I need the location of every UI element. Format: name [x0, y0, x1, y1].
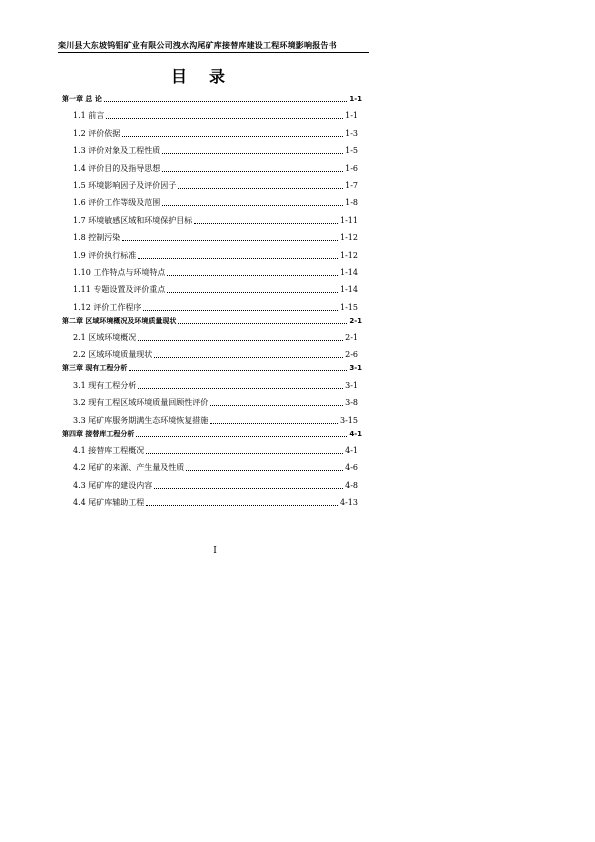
- toc-entry-page: 1-5: [345, 146, 358, 156]
- toc-chapter-entry[interactable]: [62, 360, 362, 373]
- toc-entry-label: 3.2 现有工程区域环境质量回顾性评价: [73, 398, 209, 408]
- toc-section-entry[interactable]: [62, 473, 362, 490]
- header-rule: [58, 52, 369, 53]
- dot-leader: [122, 240, 338, 241]
- toc-entry-page: 4-1: [349, 429, 362, 438]
- toc-entry-label: 3.3 尾矿库服务期满生态环境恢复措施: [73, 415, 209, 425]
- toc-chapter-entry[interactable]: [62, 313, 362, 326]
- dot-leader: [167, 275, 338, 276]
- toc-entry-label: 3.1 现有工程分析: [73, 380, 137, 390]
- toc-entry-label: 第二章 区域环境概况及环境质量现状: [62, 316, 177, 325]
- toc-entry-label: 2.1 区域环境概况: [73, 333, 137, 343]
- toc-entry-label: 1.9 评价执行标准: [73, 250, 137, 260]
- dot-leader: [146, 505, 338, 506]
- toc-section-entry[interactable]: [62, 278, 362, 295]
- toc-section-entry[interactable]: [62, 326, 362, 343]
- toc-entry-page: 1-12: [340, 233, 358, 243]
- dot-leader: [210, 405, 343, 406]
- toc-entry-label: 第三章 现有工程分析: [62, 364, 128, 373]
- toc-section-entry[interactable]: [62, 391, 362, 408]
- dot-leader: [162, 153, 343, 154]
- toc-entry-label: 4.3 尾矿库的建设内容: [73, 480, 153, 490]
- toc-section-entry[interactable]: [62, 408, 362, 425]
- toc-entry-page: 1-14: [340, 267, 358, 277]
- toc-section-entry[interactable]: [62, 104, 362, 121]
- toc-section-entry[interactable]: [62, 373, 362, 390]
- toc-entry-page: 3-15: [340, 415, 358, 425]
- toc-entry-label: 1.5 环境影响因子及评价因子: [73, 180, 177, 190]
- dot-leader: [162, 171, 343, 172]
- toc-entry-page: 3-8: [345, 398, 358, 408]
- toc-section-entry[interactable]: [62, 261, 362, 278]
- toc-entry-page: 3-1: [345, 380, 358, 390]
- toc-entry-label: 1.2 评价依据: [73, 128, 121, 138]
- toc-entry-page: 2-1: [349, 316, 362, 325]
- toc-entry-page: 4-1: [345, 446, 358, 456]
- toc-entry-label: 1.10 工作特点与环境特点: [73, 267, 166, 277]
- dot-leader: [186, 470, 343, 471]
- dot-leader: [154, 488, 343, 489]
- dot-leader: [162, 205, 343, 206]
- dot-leader: [178, 323, 347, 324]
- dot-leader: [122, 136, 343, 137]
- toc-entry-page: 1-11: [340, 215, 358, 225]
- toc-entry-page: 2-1: [345, 333, 358, 343]
- toc-entry-page: 1-3: [345, 128, 358, 138]
- table-of-contents: [62, 91, 362, 508]
- toc-entry-label: 4.4 尾矿库辅助工程: [73, 498, 145, 508]
- toc-entry-page: 1-12: [340, 250, 358, 260]
- toc-entry-label: 1.1 前言: [73, 111, 105, 121]
- toc-entry-page: 4-13: [340, 498, 358, 508]
- toc-section-entry[interactable]: [62, 491, 362, 508]
- toc-section-entry[interactable]: [62, 243, 362, 260]
- dot-leader: [194, 223, 338, 224]
- toc-section-entry[interactable]: [62, 456, 362, 473]
- toc-chapter-entry[interactable]: [62, 91, 362, 104]
- toc-section-entry[interactable]: [62, 121, 362, 138]
- toc-entry-page: 1-1: [349, 95, 362, 103]
- running-header: 栾川县大东坡钨钼矿业有限公司洩水沟尾矿库接替库建设工程环境影响报告书: [58, 41, 337, 50]
- dot-leader: [178, 188, 343, 189]
- dot-leader: [210, 423, 338, 424]
- dot-leader: [146, 453, 343, 454]
- toc-section-entry[interactable]: [62, 191, 362, 208]
- toc-entry-page: 4-6: [345, 463, 358, 473]
- toc-entry-page: 1-8: [345, 198, 358, 208]
- toc-section-entry[interactable]: [62, 439, 362, 456]
- dot-leader: [143, 310, 338, 311]
- toc-entry-label: 1.6 评价工作等级及范围: [73, 198, 161, 208]
- toc-section-entry[interactable]: [62, 226, 362, 243]
- toc-chapter-entry[interactable]: [62, 426, 362, 439]
- toc-entry-page: 2-6: [345, 350, 358, 360]
- dot-leader: [167, 292, 338, 293]
- dot-leader: [138, 388, 343, 389]
- toc-entry-page: 1-7: [345, 180, 358, 190]
- toc-title: 目录: [170, 67, 247, 86]
- toc-entry-label: 1.8 控制污染: [73, 233, 121, 243]
- toc-entry-label: 1.7 环境敏感区域和环境保护目标: [73, 215, 193, 225]
- toc-entry-label: 1.3 评价对象及工程性质: [73, 146, 161, 156]
- toc-entry-page: 4-8: [345, 480, 358, 490]
- toc-section-entry[interactable]: [62, 295, 362, 312]
- toc-entry-page: 1-1: [345, 111, 358, 121]
- toc-entry-page: 1-6: [345, 163, 358, 173]
- toc-section-entry[interactable]: [62, 174, 362, 191]
- dot-leader: [136, 436, 347, 437]
- dot-leader: [106, 118, 343, 119]
- toc-entry-label: 第一章 总 论: [62, 95, 102, 103]
- dot-leader: [104, 101, 347, 102]
- toc-entry-label: 4.2 尾矿的来源、产生量及性质: [73, 463, 185, 473]
- dot-leader: [154, 357, 343, 358]
- toc-entry-label: 1.12 评价工作程序: [73, 302, 142, 312]
- toc-entry-label: 4.1 接替库工程概况: [73, 446, 145, 456]
- toc-entry-label: 2.2 区域环境质量现状: [73, 350, 153, 360]
- dot-leader: [138, 258, 338, 259]
- toc-section-entry[interactable]: [62, 343, 362, 360]
- toc-entry-label: 1.11 专题设置及评价重点: [73, 285, 166, 295]
- toc-section-entry[interactable]: [62, 139, 362, 156]
- dot-leader: [129, 370, 347, 371]
- dot-leader: [138, 340, 343, 341]
- toc-section-entry[interactable]: [62, 208, 362, 225]
- toc-entry-page: 1-14: [340, 285, 358, 295]
- page-number: I: [213, 546, 217, 556]
- toc-section-entry[interactable]: [62, 156, 362, 173]
- toc-entry-page: 3-1: [349, 364, 362, 373]
- toc-entry-label: 1.4 评价目的及指导思想: [73, 163, 161, 173]
- toc-entry-page: 1-15: [340, 302, 358, 312]
- toc-entry-label: 第四章 接替库工程分析: [62, 429, 135, 438]
